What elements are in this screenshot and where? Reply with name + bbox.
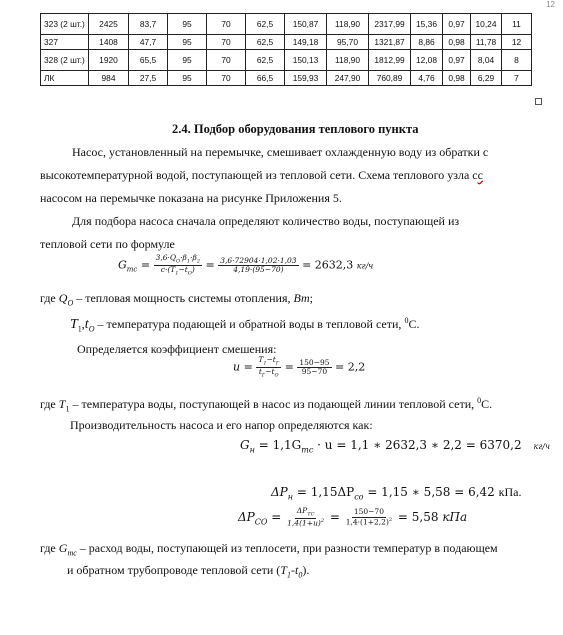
heat-load-table bbox=[40, 13, 532, 86]
table-cell: 95 bbox=[168, 14, 207, 35]
paragraph-1-line-3: насосом на перемычке показана на рисунке Приложения 5. bbox=[40, 191, 342, 205]
table-cell: 0,97 bbox=[443, 14, 471, 35]
table-cell: 62,5 bbox=[246, 35, 285, 50]
where-gtc-line-2: и обратном трубопроводе тепловой сети $(T_1-t_0)$. bbox=[67, 563, 310, 580]
table-row bbox=[41, 71, 532, 86]
table-cell: 70 bbox=[207, 50, 246, 71]
table-cell: 149,18 bbox=[285, 35, 327, 50]
pump-performance-text: Производительность насоса и его напор определяются как: bbox=[70, 418, 373, 432]
equation-pressure-drop: $\Delta P_{CO}$ = $\frac{\Delta P_{TC}}{1,4(1+u)^2}$ = $\frac{150-70}{1,4\cdot(1+2,2)^2}$ = 5,58 кПа bbox=[238, 506, 468, 528]
table-row bbox=[41, 35, 532, 50]
table-cell: 11,78 bbox=[471, 35, 502, 50]
table-cell: 70 bbox=[207, 71, 246, 86]
table-cell: 984 bbox=[89, 71, 129, 86]
equation-gtc: $G_{тс}$ = $\frac{3,6\cdot Q_O\cdot\beta_1\cdot\beta_2}{c\cdot(T_1-t_O)}$ = $\frac{3,6\cdot 72904\cdot 1,02\cdot 1,03}{4,19\cdot(95-70)}$ = 2632,3 кг/ч bbox=[118, 253, 374, 277]
table-cell: 2425 bbox=[89, 14, 129, 35]
table-cell: 0,98 bbox=[443, 71, 471, 86]
table-cell: 323 (2 шт.) bbox=[41, 14, 89, 35]
table-cell: 47,7 bbox=[129, 35, 168, 50]
where-temperatures-line: $T_1,t_O$ – температура подающей и обратной воды в тепловой сети, $^0$С. bbox=[70, 316, 420, 334]
table-cell: 328 (2 шт.) bbox=[41, 50, 89, 71]
table-cell: 95 bbox=[168, 50, 207, 71]
table-cell: 70 bbox=[207, 35, 246, 50]
table-cell: 27,5 bbox=[129, 71, 168, 86]
table-cell: ЛК bbox=[41, 71, 89, 86]
equation-mixing-coefficient: u = $\frac{T_1-t_Г}{t_Г-t_O}$ = $\frac{150-95}{95-70}$ = 2,2 bbox=[233, 355, 366, 379]
table-cell: 62,5 bbox=[246, 14, 285, 35]
table-cell: 83,7 bbox=[129, 14, 168, 35]
table-cell: 11 bbox=[502, 14, 532, 35]
table-row bbox=[41, 50, 532, 71]
table-cell: 10,24 bbox=[471, 14, 502, 35]
paragraph-2-line-2: тепловой сети по формуле bbox=[40, 237, 175, 251]
table-cell: 65,5 bbox=[129, 50, 168, 71]
where-gtc-line: где $G_{тс}$ – расход воды, поступающей из теплосети, при разности температур в подающем bbox=[40, 541, 498, 558]
where-t1-line: где $T_1$ – температура воды, поступающей в насос из подающей линии тепловой сети, $^0$С. bbox=[40, 396, 493, 414]
mixing-coefficient-text: Определяется коэффициент смешения: bbox=[77, 342, 277, 356]
table-cell: 1408 bbox=[89, 35, 129, 50]
table-cell: 0,97 bbox=[443, 50, 471, 71]
table-cell: 8,04 bbox=[471, 50, 502, 71]
paragraph-1-line-2: высокотемпературной водой, поступающей из тепловой сети. Схема теплового узла сс bbox=[40, 168, 483, 182]
table-cell: 0,98 bbox=[443, 35, 471, 50]
table-cell: 760,89 bbox=[369, 71, 411, 86]
equation-pump-flow: $G_н = 1,1G_{тс} \cdot u = 1,1$ ∗ 2632,3 ∗ 2,2 = 6370,2 кг/ч bbox=[240, 438, 550, 455]
table-cell: 150,13 bbox=[285, 50, 327, 71]
table-cell: 247,90 bbox=[327, 71, 369, 86]
table-cell: 118,90 bbox=[327, 14, 369, 35]
table-cell: 1920 bbox=[89, 50, 129, 71]
table-cell: 62,5 bbox=[246, 50, 285, 71]
table-cell: 327 bbox=[41, 35, 89, 50]
table-cell: 118,90 bbox=[327, 50, 369, 71]
table-cell: 159,93 bbox=[285, 71, 327, 86]
table-cell: 70 bbox=[207, 14, 246, 35]
table-cell: 1321,87 bbox=[369, 35, 411, 50]
table-cell: 2317,99 bbox=[369, 14, 411, 35]
table-cell: 8,86 bbox=[411, 35, 443, 50]
table-cell: 1812,99 bbox=[369, 50, 411, 71]
equation-pump-head: $\Delta P_н = 1,15\Delta P_{со} = 1,15$ ∗ 5,58 = 6,42 кПа. bbox=[271, 485, 522, 502]
table-cell: 7 bbox=[502, 71, 532, 86]
table-cell: 66,5 bbox=[246, 71, 285, 86]
table-cell: 95,70 bbox=[327, 35, 369, 50]
table-cell: 150,87 bbox=[285, 14, 327, 35]
paragraph-2-line-1: Для подбора насоса сначала определяют количество воды, поступающей из bbox=[72, 214, 460, 228]
table-row bbox=[41, 14, 532, 35]
table-cell: 95 bbox=[168, 71, 207, 86]
table-cell: 6,29 bbox=[471, 71, 502, 86]
table-cell: 15,36 bbox=[411, 14, 443, 35]
table-cell: 4,76 bbox=[411, 71, 443, 86]
spellcheck-marked-letter: с bbox=[477, 168, 483, 182]
table-cell: 12,08 bbox=[411, 50, 443, 71]
page-number: 12 bbox=[546, 0, 555, 9]
table-cell: 8 bbox=[502, 50, 532, 71]
section-heading: 2.4. Подбор оборудования теплового пункта bbox=[172, 122, 419, 136]
table-cell: 95 bbox=[168, 35, 207, 50]
table-resize-handle[interactable] bbox=[535, 98, 542, 105]
paragraph-1-line-1: Насос, установленный на перемычке, смешивает охлажденную воду из обратки с bbox=[72, 145, 489, 159]
where-qo-line: где $Q_O$ – тепловая мощность системы отопления, Вт; bbox=[40, 291, 313, 308]
table-cell: 12 bbox=[502, 35, 532, 50]
